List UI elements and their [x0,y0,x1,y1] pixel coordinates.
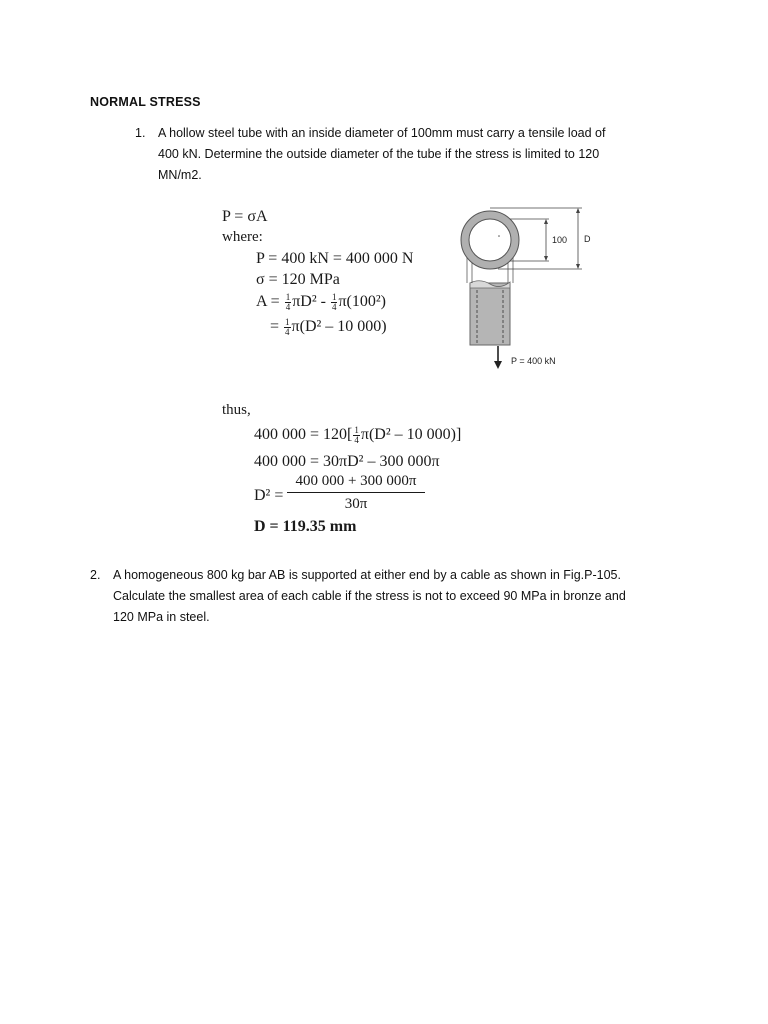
quarter-fraction [353,426,360,445]
problem-number: 1. [135,126,146,140]
load-label: P = 400 kN [511,356,556,366]
fraction-numerator: 1 [331,292,337,302]
load-text: P = 400 kN = 400 000 N [256,250,414,267]
equation-step-3-lhs [254,487,283,505]
quarter-fraction [284,318,291,337]
step1-lhs: 400 000 = 120[ [254,426,353,444]
area-lhs: A = [256,293,280,311]
problem-text-line: Calculate the smallest area of each cable if the stress is not to exceed 90 MPa in bronze and [113,589,626,603]
step1-rhs: π(D² – 10 000)] [360,426,462,444]
area-term-1: πD² - [292,293,326,311]
step2-text: 400 000 = 30πD² – 300 000π [254,453,440,470]
step3-denominator: 30π [344,496,368,512]
equation-step-3-fraction [287,473,425,513]
fraction-denominator: 4 [285,302,291,312]
inner-circle [469,219,511,261]
fraction-numerator: 1 [285,292,291,302]
fraction-denominator: 4 [285,327,290,337]
section-heading: NORMAL STRESS [90,95,201,109]
load-arrow-head [494,361,502,369]
arrow-head [576,208,580,213]
inner-diameter-label: 100 [552,235,568,245]
where-label [222,229,263,246]
equation-step-2 [254,453,440,471]
tube-body [470,283,510,345]
arrow-head [544,256,548,261]
problem-text-line: MN/m2. [158,168,202,182]
equation-load [256,250,413,268]
equation-text: P = σA [222,208,268,225]
where-text: where: [222,229,263,245]
problem-2 [90,565,626,628]
tube-figure [458,198,598,383]
arrow-head [576,264,580,269]
problem-number: 2. [90,568,101,582]
equation-step-1 [254,426,461,445]
thus-text: thus, [222,402,251,418]
thus-label [222,402,251,419]
quarter-fraction [331,293,338,312]
area-eq-sign: = [270,318,280,336]
sigma-text: σ = 120 MPa [256,271,340,288]
tube-diagram [458,198,598,378]
fraction-numerator: 1 [285,317,290,327]
outer-diameter-label: D [584,234,591,244]
answer [254,518,356,536]
problem-text-line: A homogeneous 800 kg bar AB is supported at either end by a cable as shown in Fig.P-105. [113,568,621,582]
equation-area [256,293,386,312]
equation-stress [222,208,268,226]
step3-lhs-text: D² = [254,487,284,504]
equation-sigma [256,271,340,289]
answer-text: D = 119.35 mm [254,518,357,535]
problem-1 [135,123,605,186]
area-simplified-term: π(D² – 10 000) [291,318,387,336]
fraction-denominator: 4 [331,302,337,312]
arrow-head [544,219,548,224]
step3-numerator: 400 000 + 300 000π [287,473,425,493]
quarter-fraction [285,293,292,312]
equation-area-simplified [270,318,387,337]
fraction-numerator: 1 [354,425,359,435]
area-term-2: π(100²) [338,293,386,311]
problem-text-line: 400 kN. Determine the outside diameter of the tube if the stress is limited to 120 [158,147,600,161]
fraction-denominator: 4 [354,435,359,445]
center-dot [498,235,500,237]
problem-text-line: 120 MPa in steel. [113,610,210,624]
problem-text-line: A hollow steel tube with an inside diameter of 100mm must carry a tensile load of [158,126,606,140]
